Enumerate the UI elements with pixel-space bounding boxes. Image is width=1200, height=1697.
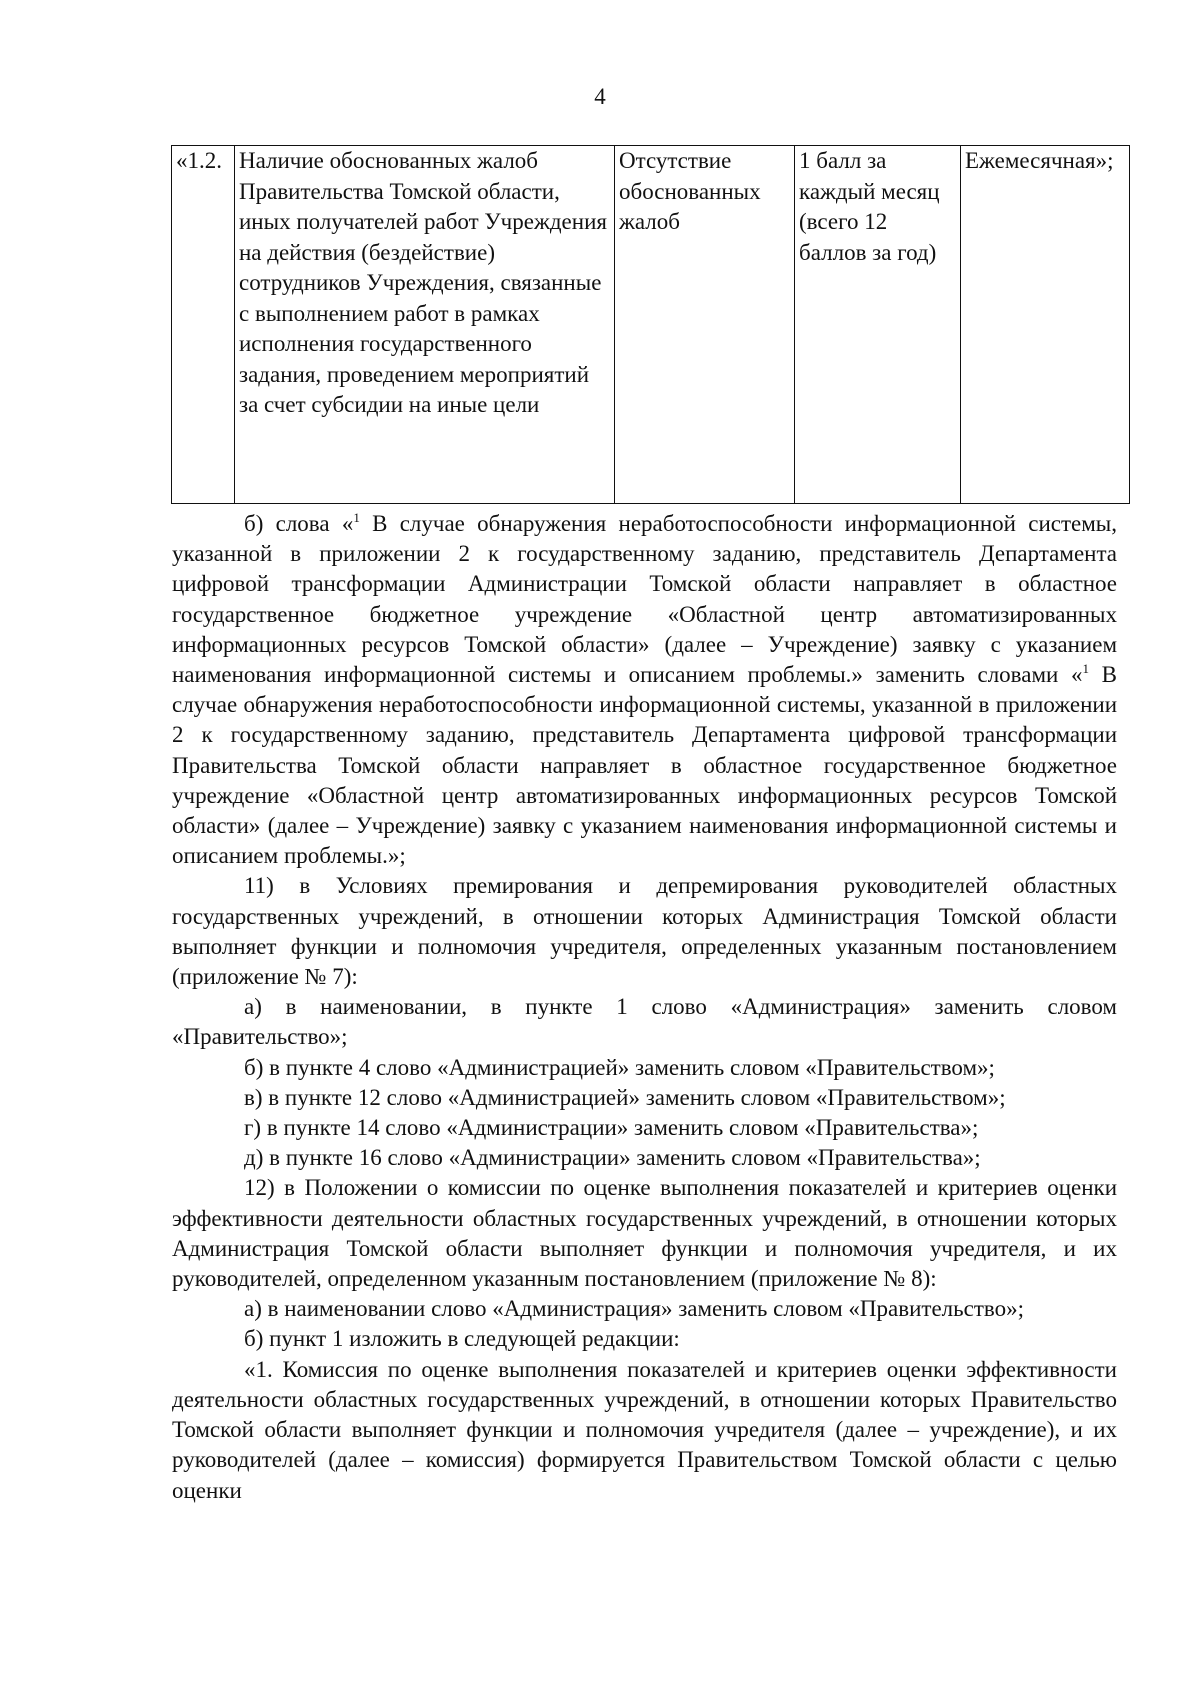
indicator-cell: Наличие обоснованных жалоб Правительства Томской области, иных получателей работ Учреждения на действия (бездействие) сотрудников Учреждения, связанные с выполнением работ в рамках исполнения государственного задания, проведением мероприятий за счет субсидии на иные цели [235,146,615,504]
document-body [172,509,1117,1506]
paragraph-b-words [172,509,1117,871]
paragraph-11: 11) в Условиях премирования и депремирования руководителей областных государственных учреждений, в отношении которых Администрация Томской области выполняет функции и полномочия учредителя, определенных указанным постановлением (приложение № 7): [172,873,1117,990]
row-number-cell: «1.2. [172,146,235,504]
footnote-mark: 1 [353,510,360,525]
paragraph-11-g: г) в пункте 14 слово «Администрации» заменить словом «Правительства»; [244,1115,979,1141]
paragraph-11-d: д) в пункте 16 слово «Администрации» заменить словом «Правительства»; [244,1145,981,1171]
paragraph-text: б) слова « [244,511,354,536]
criterion-cell: Отсутствие обоснованных жалоб [615,146,795,504]
paragraph-12-b-text: «1. Комиссия по оценке выполнения показателей и критериев оценки эффективности деятельности областных государственных учреждений, в отношении которых Правительство Томской области выполняет функции и полномочия учредителя (далее – учреждение), и их руководителей (далее – комиссия) формируется Правительством Томской области с целью оценки [172,1356,1117,1503]
paragraph-text: В случае обнаружения неработоспособности информационной системы, указанной в приложении 2 к государственному заданию, представитель Департамента цифровой трансформации Администрации Томской области направляет в областное государственное бюджетное учреждение «Областной центр автоматизированных информационных ресурсов Томской области» (далее – Учреждение) заявку с указанием наименования информационной системы и описанием проблемы.» заменить словами « [172,511,1118,688]
paragraph-11-b: б) в пункте 4 слово «Администрацией» заменить словом «Правительством»; [244,1054,995,1080]
periodicity-cell: Ежемесячная»; [961,146,1130,504]
paragraph-12: 12) в Положении о комиссии по оценке выполнения показателей и критериев оценки эффективности деятельности областных государственных учреждений, в отношении которых Администрация Томской области выполняет функции и полномочия учредителя, и их руководителей, определенном указанным постановлением (приложение № 8): [172,1175,1117,1292]
paragraph-text: В случае обнаружения неработоспособности информационной системы, указанной в приложении 2 к государственному заданию, представитель Департамента цифровой трансформации Правительства Томской области направляет в областное государственное бюджетное учреждение «Областной центр автоматизированных информационных ресурсов Томской области» (далее – Учреждение) заявку с указанием наименования информационной системы и описанием проблемы.»; [172,662,1117,869]
score-cell: 1 балл за каждый месяц (всего 12 баллов за год) [795,146,961,504]
paragraph-12-b: б) пункт 1 изложить в следующей редакции: [244,1326,680,1352]
paragraph-12-a: а) в наименовании слово «Администрация» заменить словом «Правительство»; [244,1296,1024,1322]
table-row [172,146,1130,504]
paragraph-11-v: в) в пункте 12 слово «Администрацией» заменить словом «Правительством»; [244,1084,1006,1110]
paragraph-11-a: а) в наименовании, в пункте 1 слово «Администрация» заменить словом «Правительство»; [172,994,1117,1050]
page-number: 4 [594,84,606,109]
criteria-table [171,145,1130,504]
footnote-mark: 1 [1082,661,1089,677]
